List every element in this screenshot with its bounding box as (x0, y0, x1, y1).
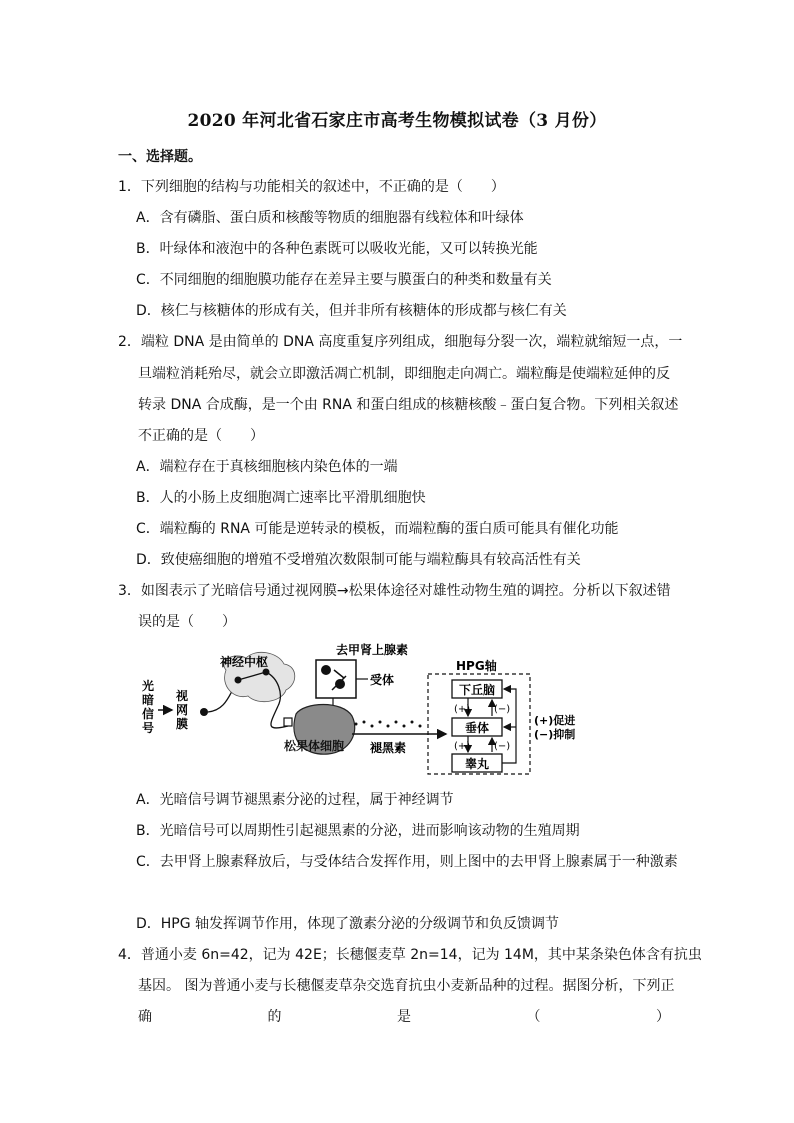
pituitary-label: 垂体 (464, 721, 490, 735)
q2-stem-line-2: 旦端粒消耗殆尽，就会立即激活凋亡机制，即细胞走向凋亡。端粒酶是使端粒延伸的反 (138, 366, 670, 382)
melatonin-label: 褪黑素 (370, 741, 407, 755)
q4-word-5: ） (656, 1009, 670, 1025)
q4-word-2: 的 (267, 1009, 282, 1025)
svg-text:膜: 膜 (176, 717, 189, 731)
retina-label (175, 688, 188, 731)
q2-option-a: A．端粒存在于真核细胞核内染色体的一端 (136, 459, 398, 475)
q3-option-c: C．去甲肾上腺素释放后，与受体结合发挥作用，则上图中的去甲肾上腺素属于一种激素 (136, 854, 678, 870)
light-signal-label (142, 678, 154, 735)
q3-option-a: A．光暗信号调节褪黑素分泌的过程，属于神经调节 (136, 792, 454, 808)
svg-text:视: 视 (176, 689, 189, 703)
q3-option-b: B．光暗信号可以周期性引起褪黑素的分泌，进而影响该动物的生殖周期 (136, 823, 580, 839)
q4-word-1: 确 (138, 1009, 152, 1025)
svg-text:暗: 暗 (142, 693, 155, 707)
q1-stem: 1．下列细胞的结构与功能相关的叙述中，不正确的是（ ） (118, 179, 505, 195)
receptor-label: 受体 (370, 673, 395, 687)
q1-option-a: A．含有磷脂、蛋白质和核酸等物质的细胞器有线粒体和叶绿体 (136, 210, 524, 226)
receptor-box (316, 660, 356, 698)
hpg-axis-label: HPG轴 (456, 659, 497, 673)
q2-option-c: C．端粒酶的 RNA 可能是逆转录的模板，而端粒酶的蛋白质可能具有催化功能 (136, 521, 619, 537)
melatonin-dots (355, 721, 422, 728)
q3-figure (138, 640, 576, 780)
q3-stem-line-2: 误的是（ ） (138, 614, 236, 630)
q2-stem-line-3: 转录 DNA 合成酶，是一个由 RNA 和蛋白组成的核糖核酸﹣蛋白复合物。下列相关叙述 (138, 397, 679, 413)
page-title: 2020 年河北省石家庄市高考生物模拟试卷（3 月份） (187, 111, 607, 131)
q4-stem-line-1: 4．普通小麦 6n=42，记为 42E；长穗偃麦草 2n=14，记为 14M，其中某条染色体含有抗虫 (118, 947, 702, 963)
q1-option-d: D．核仁与核糖体的形成有关，但并非所有核糖体的形成都与核仁有关 (136, 303, 567, 319)
q4-stem-line-3 (138, 1006, 670, 1026)
q4-word-4: （ (526, 1009, 541, 1025)
hypothalamus-label: 下丘脑 (458, 683, 496, 697)
pineal-cell-label: 松果体细胞 (284, 739, 345, 753)
svg-text:信: 信 (142, 707, 155, 721)
plus-2: (+) (454, 741, 471, 752)
q2-option-b: B．人的小肠上皮细胞凋亡速率比平滑肌细胞快 (136, 490, 426, 506)
norepinephrine-label: 去甲肾上腺素 (336, 643, 409, 657)
q4-word-3: 是 (397, 1009, 411, 1025)
nerve-center-label: 神经中枢 (220, 655, 269, 669)
synapse-box (284, 718, 292, 726)
minus-1: (−) (494, 704, 511, 715)
legend-promote: (+)促进 (534, 714, 576, 727)
q2-option-d: D．致使癌细胞的增殖不受增殖次数限制可能与端粒酶具有较高活性有关 (136, 552, 581, 568)
svg-text:网: 网 (176, 703, 189, 717)
q2-stem-line-4: 不正确的是（ ） (138, 428, 264, 444)
q4-stem-line-2: 基因。 图为普通小麦与长穗偃麦草杂交选育抗虫小麦新品种的过程。据图分析，下列正 (138, 978, 675, 994)
q1-option-c: C．不同细胞的细胞膜功能存在差异主要与膜蛋白的种类和数量有关 (136, 272, 552, 288)
svg-text:光: 光 (142, 679, 155, 693)
q1-option-b: B．叶绿体和液泡中的各种色素既可以吸收光能，又可以转换光能 (136, 241, 538, 257)
q2-stem-line-1: 2．端粒 DNA 是由简单的 DNA 高度重复序列组成，细胞每分裂一次，端粒就缩短一点，一 (118, 334, 683, 350)
q3-option-d: D．HPG 轴发挥调节作用，体现了激素分泌的分级调节和负反馈调节 (136, 916, 560, 932)
svg-text:号: 号 (142, 721, 155, 735)
minus-2: (−) (494, 741, 511, 752)
plus-1: (+) (454, 704, 471, 715)
q3-stem-line-1: 3．如图表示了光暗信号通过视网膜→松果体途径对雄性动物生殖的调控。分析以下叙述错 (118, 583, 671, 599)
retina-neuron-body (200, 708, 208, 716)
testis-label: 睾丸 (464, 757, 490, 771)
legend-inhibit: (−)抑制 (534, 728, 576, 741)
section-heading: 一、选择题。 (118, 149, 202, 165)
